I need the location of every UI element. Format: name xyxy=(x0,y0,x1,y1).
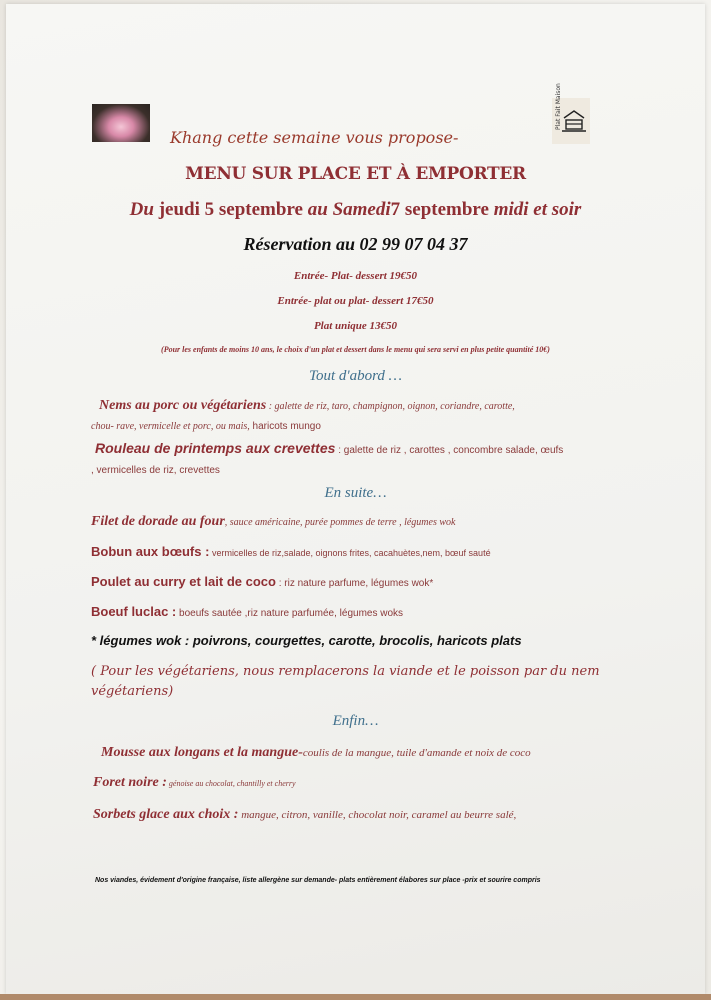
price-3: Plat unique 13€50 xyxy=(313,320,398,332)
logo-text: Plat Fait Maison xyxy=(555,83,562,130)
main-3-desc: : riz nature parfume, légumes wok* xyxy=(275,578,434,589)
dates-end: 7 septembre xyxy=(390,199,489,220)
fait-maison-logo xyxy=(552,83,590,144)
starter-2-name: Rouleau de printemps aux crevettes xyxy=(95,440,336,456)
dates-start: 5 septembre xyxy=(204,199,303,220)
price-2: Entrée- plat ou plat- dessert 17€50 xyxy=(277,295,434,307)
starter-1-name: Nems au porc ou végétariens xyxy=(99,398,267,413)
intro-text: Khang cette semaine vous propose- xyxy=(170,128,459,147)
dessert-1-name: Mousse aux longans et la mangue- xyxy=(101,745,303,760)
dessert-3 xyxy=(93,805,516,823)
starter-1-desc-2a: chou- rave, vermicelle et porc, ou mais, xyxy=(91,421,250,432)
menu-title: MENU SUR PLACE ET À EMPORTER xyxy=(185,164,526,184)
main-2-name: Bobun aux bœufs : xyxy=(91,544,210,559)
reservation-phone xyxy=(0,234,711,255)
starter-2 xyxy=(95,440,563,458)
house-icon xyxy=(552,98,590,144)
main-2-desc: vermicelles de riz,salade, oignons frites, cacahuètes,nem, bœuf sauté xyxy=(209,548,491,558)
dessert-3-desc: mangue, citron, vanille, chocolat noir, caramel au beurre salé, xyxy=(238,809,517,821)
dates-when: midi et soir xyxy=(493,199,582,220)
main-4-desc: boeufs sautée ,riz nature parfumée, légumes woks xyxy=(176,608,404,619)
veg-note-line2: végétariens) xyxy=(91,684,174,699)
starter-2-line2 xyxy=(91,460,220,478)
dessert-2 xyxy=(93,773,296,791)
dates-samedi: Samedi xyxy=(332,199,391,220)
dates-line xyxy=(0,199,711,221)
dessert-2-name: Foret noire : xyxy=(93,775,167,790)
dessert-1-desc: coulis de la mangue, tuile d'amande et noix de coco xyxy=(302,747,531,759)
starter-1 xyxy=(99,396,515,414)
main-3-name: Poulet au curry et lait de coco xyxy=(91,574,276,589)
price-1: Entrée- Plat- dessert 19€50 xyxy=(293,270,418,282)
dessert-3-name: Sorbets glace aux choix : xyxy=(93,807,239,822)
wok-note: * légumes wok : poivrons, courgettes, carotte, brocolis, haricots plats xyxy=(91,633,522,648)
footer-note: Nos viandes, évidement d'origine française, liste allergène sur demande- plats entièrement élabores sur place -prix et sourire compris xyxy=(95,877,541,884)
dates-jeudi: jeudi xyxy=(158,199,200,220)
dessert-1 xyxy=(101,743,531,761)
starter-2-desc-2: , vermicelles de riz, crevettes xyxy=(91,465,220,476)
table-edge xyxy=(0,994,711,1000)
starter-1-desc: : galette de riz, taro, champignon, oignon, coriandre, carotte, xyxy=(266,401,515,412)
main-4-name: Boeuf luclac : xyxy=(91,604,177,619)
starters-title: Tout d'abord … xyxy=(309,368,402,384)
starter-2-desc: : galette de riz , carottes , concombre salade, œufs xyxy=(335,445,564,456)
dates-du: Du xyxy=(129,199,154,220)
main-1-desc: , sauce américaine, purée pommes de terre , légumes wok xyxy=(224,517,456,528)
main-1-name: Filet de dorade au four xyxy=(91,514,225,529)
main-1 xyxy=(91,512,455,530)
dessert-2-desc: génoise au chocolat, chantilly et cherry xyxy=(166,779,296,788)
main-2 xyxy=(91,543,491,561)
children-note: (Pour les enfants de moins 10 ans, le choix d'un plat et dessert dans le menu qui sera servi en plus petite quantité 10€) xyxy=(161,345,550,354)
main-3 xyxy=(91,573,433,591)
starter-1-desc-2b: haricots mungo xyxy=(249,421,321,432)
mains-title: En suite… xyxy=(324,485,387,501)
lotus-image xyxy=(92,104,150,142)
reservation-text: Réservation au 02 99 07 04 37 xyxy=(243,234,468,254)
veg-note-line1: ( Pour les végétariens, nous remplacerons la viande et le poisson par du nem xyxy=(91,664,600,679)
desserts-title: Enfin… xyxy=(332,713,379,729)
starter-1-line2 xyxy=(91,416,321,434)
main-4 xyxy=(91,603,403,621)
dates-au: au xyxy=(307,199,328,220)
